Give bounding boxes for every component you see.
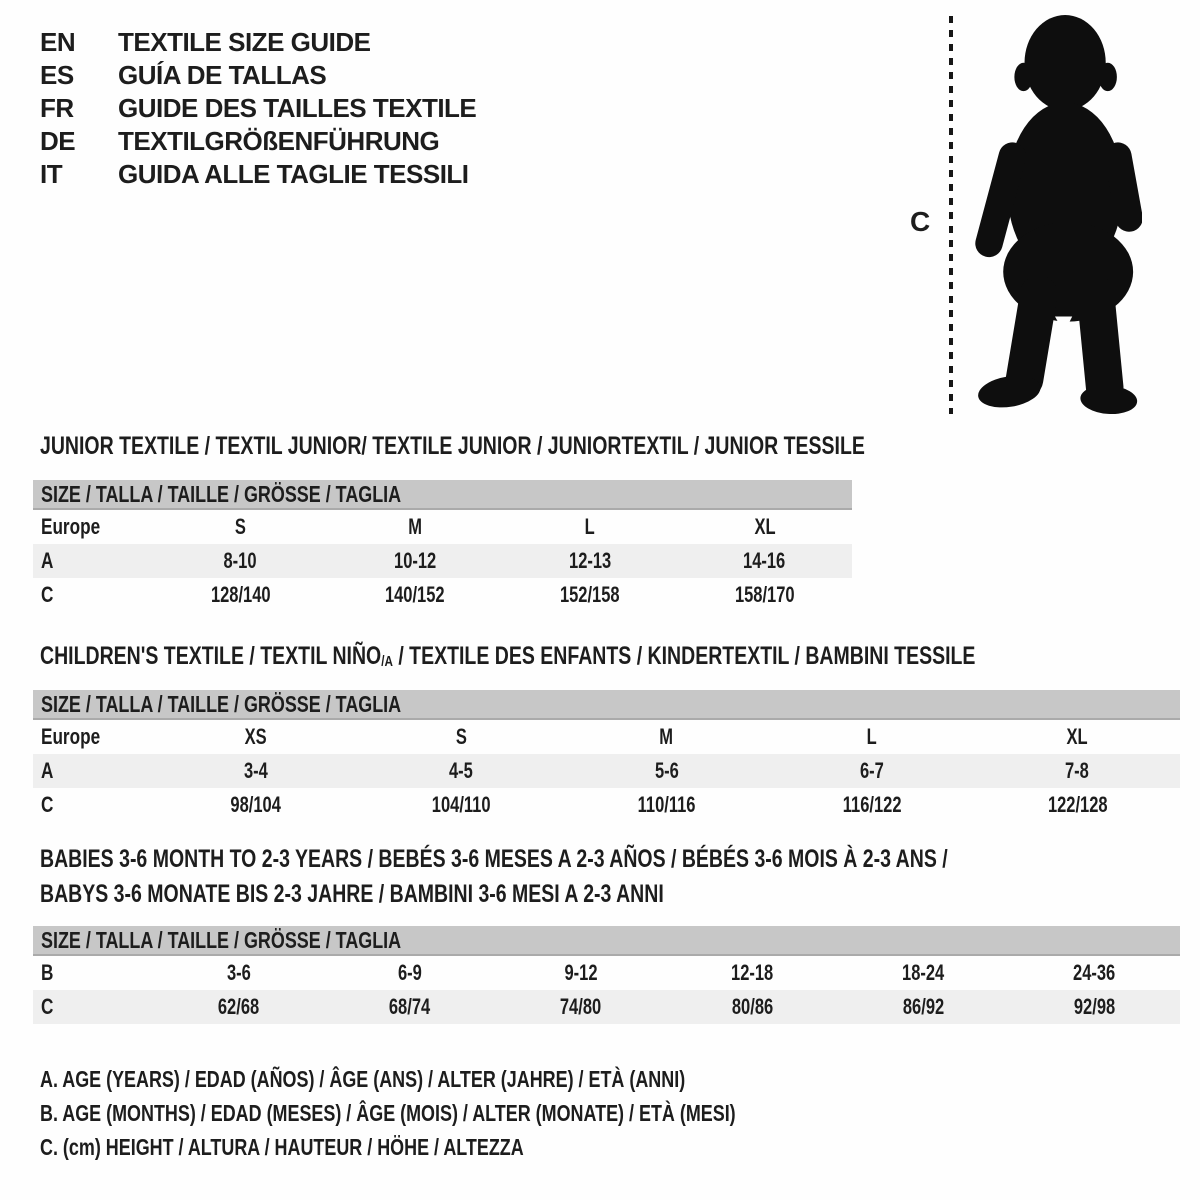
language-row-es [40, 59, 476, 92]
height-cell: 74/80 [560, 994, 602, 1019]
age-cell: 7-8 [1065, 758, 1090, 783]
guide-title-de: TEXTILGRÖßENFÜHRUNG [118, 126, 440, 156]
height-cell: 62/68 [217, 994, 260, 1019]
age-cell: 14-16 [743, 548, 786, 573]
months-cell: 9-12 [564, 960, 598, 985]
size-cell: XL [1066, 724, 1088, 749]
height-cell: 110/116 [637, 792, 696, 817]
age-cell: 4-5 [449, 758, 474, 783]
row-label: A [41, 758, 54, 783]
table-header-row: SIZE / TALLA / TAILLE / GRÖSSE / TAGLIA [33, 926, 1180, 956]
age-cell: 5-6 [654, 758, 679, 783]
age-cell: 12-13 [568, 548, 611, 573]
height-measure-figure [900, 0, 1160, 430]
legend-block [40, 1062, 932, 1164]
language-code: EN [40, 27, 76, 57]
months-cell: 12-18 [730, 960, 774, 985]
guide-title-fr: GUIDE DES TAILLES TEXTILE [118, 93, 477, 123]
table-row-age [33, 754, 1180, 788]
size-cell: XS [244, 724, 267, 749]
row-label: B [41, 960, 54, 985]
language-row-fr [40, 92, 476, 125]
row-label: Europe [41, 514, 101, 539]
guide-title-it: GUIDA ALLE TAGLIE TESSILI [118, 159, 469, 189]
age-cell: 6-7 [859, 758, 884, 783]
language-row-de [40, 125, 476, 158]
height-cell: 98/104 [230, 792, 281, 817]
legend-line-a: A. AGE (YEARS) / EDAD (AÑOS) / ÂGE (ANS) / ALTER (JAHRE) / ETÀ (ANNI) [40, 1065, 686, 1092]
months-cell: 24-36 [1073, 960, 1116, 985]
months-cell: 6-9 [397, 960, 422, 985]
age-cell: 3-4 [243, 758, 268, 783]
table-header-row: SIZE / TALLA / TAILLE / GRÖSSE / TAGLIA [33, 480, 852, 510]
section-title-children: CHILDREN'S TEXTILE / TEXTIL NIÑO/A / TEXTILE DES ENFANTS / KINDERTEXTIL / BAMBINI TESSILE [40, 642, 976, 670]
guide-title-es: GUÍA DE TALLAS [118, 60, 327, 90]
table-row-months [33, 956, 1180, 990]
table-row-europe [33, 720, 1180, 754]
children-size-table [33, 690, 1180, 822]
language-code: IT [40, 159, 63, 189]
height-cell: 158/170 [734, 582, 795, 607]
height-measure-label: C [910, 206, 931, 237]
height-cell: 116/122 [842, 792, 902, 817]
section-title-babies-line1: BABIES 3-6 MONTH TO 2-3 YEARS / BEBÉS 3-6 MESES A 2-3 AÑOS / BÉBÉS 3-6 MOIS À 2-3 ANS / [40, 845, 948, 873]
size-cell: S [455, 724, 467, 749]
table-row-europe [33, 510, 852, 544]
size-cell: L [584, 514, 595, 539]
size-cell: XL [754, 514, 776, 539]
legend-line-c: C. (cm) HEIGHT / ALTURA / HAUTEUR / HÖHE / ALTEZZA [40, 1133, 524, 1160]
table-header-row: SIZE / TALLA / TAILLE / GRÖSSE / TAGLIA [33, 690, 1180, 720]
junior-size-table [33, 480, 852, 612]
height-cell: 152/158 [560, 582, 620, 607]
height-cell: 86/92 [902, 994, 944, 1019]
row-label: Europe [41, 724, 101, 749]
legend-line-b: B. AGE (MONTHS) / EDAD (MESES) / ÂGE (MOIS) / ALTER (MONATE) / ETÀ (MESI) [40, 1099, 736, 1126]
height-cell: 80/86 [731, 994, 773, 1019]
months-cell: 18-24 [902, 960, 945, 985]
height-cell: 140/152 [385, 582, 445, 607]
table-row-age [33, 544, 852, 578]
language-code: ES [40, 60, 74, 90]
language-title-block [40, 26, 476, 191]
row-label: A [41, 548, 54, 573]
months-cell: 3-6 [226, 960, 251, 985]
height-dashed-line [949, 16, 953, 414]
height-cell: 92/98 [1073, 994, 1116, 1019]
baby-silhouette-icon [972, 12, 1142, 418]
language-code: FR [40, 93, 74, 123]
age-cell: 10-12 [394, 548, 437, 573]
language-code: DE [40, 126, 76, 156]
age-cell: 8-10 [223, 548, 257, 573]
section-title-junior: JUNIOR TEXTILE / TEXTIL JUNIOR/ TEXTILE JUNIOR / JUNIORTEXTIL / JUNIOR TESSILE [40, 432, 865, 460]
babies-size-table [33, 926, 1180, 1024]
language-row-it [40, 158, 476, 191]
row-label: C [41, 582, 54, 607]
height-cell: 68/74 [389, 994, 431, 1019]
language-row-en [40, 26, 476, 59]
row-label: C [41, 994, 54, 1019]
height-cell: 104/110 [431, 792, 491, 817]
table-row-height [33, 990, 1180, 1024]
size-cell: L [866, 724, 877, 749]
table-row-height [33, 578, 852, 612]
table-row-height [33, 788, 1180, 822]
section-title-babies-line2: BABYS 3-6 MONATE BIS 2-3 JAHRE / BAMBINI 3-6 MESI A 2-3 ANNI [40, 880, 664, 908]
height-cell: 122/128 [1047, 792, 1108, 817]
size-cell: S [234, 514, 246, 539]
nino-a-subscript: /A [381, 652, 393, 670]
size-cell: M [408, 514, 422, 539]
row-label: C [41, 792, 54, 817]
size-cell: M [659, 724, 674, 749]
height-cell: 128/140 [210, 582, 271, 607]
guide-title-en: TEXTILE SIZE GUIDE [118, 27, 371, 57]
